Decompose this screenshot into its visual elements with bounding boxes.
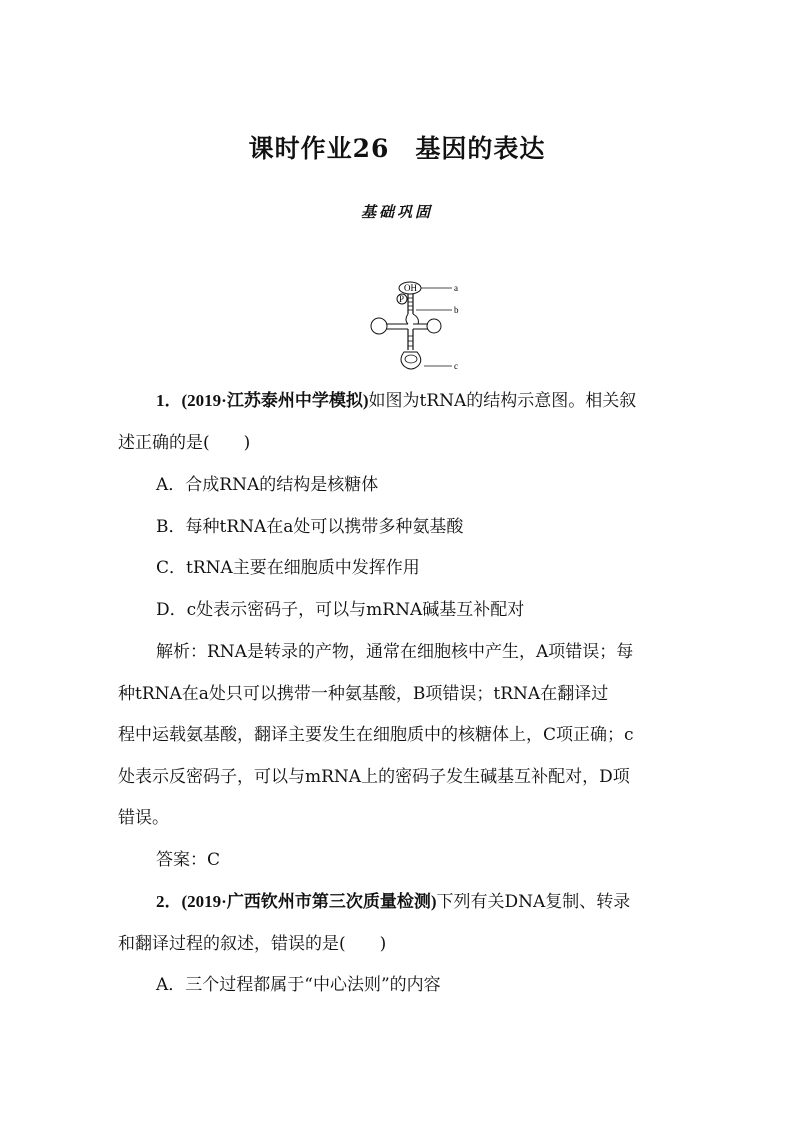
q2-stem-line2: 和翻译过程的叙述，错误的是( ): [118, 934, 387, 954]
q1-analysis-line2: 种tRNA在a处只可以携带一种氨基酸，B项错误；tRNA在翻译过: [118, 684, 609, 704]
q1-stem-text: 如图为tRNA的结构示意图。相关叙: [368, 391, 637, 411]
q2-option-a: A．三个过程都属于“中心法则”的内容: [156, 975, 441, 995]
p-label: P: [399, 294, 405, 304]
q1-analysis-line4: 处表示反密码子，可以与mRNA上的密码子发生碱基互补配对，D项: [118, 767, 630, 787]
q2-stem: [156, 890, 722, 914]
q1-analysis-line5: 错误。: [118, 808, 169, 828]
q1-analysis-line1: 解析：RNA是转录的产物，通常在细胞核中产生，A项错误；每: [156, 642, 634, 662]
q2-number: 2．: [156, 892, 182, 911]
q2-stem-text: 下列有关DNA复制、转录: [436, 892, 631, 912]
q1-stem: [156, 389, 722, 413]
label-a: a: [454, 283, 458, 293]
q1-option-c: C．tRNA主要在细胞质中发挥作用: [156, 558, 420, 578]
label-b: b: [454, 305, 459, 315]
q1-number: 1．: [156, 391, 182, 410]
trna-figure: [368, 280, 478, 379]
label-c: c: [454, 361, 458, 371]
trna-diagram: [368, 280, 478, 375]
q1-analysis-line3: 程中运载氨基酸，翻译主要发生在细胞质中的核糖体上，C项正确；c: [118, 725, 634, 745]
q1-answer: 答案：C: [156, 850, 221, 870]
q1-option-a: A．合成RNA的结构是核糖体: [156, 475, 379, 495]
section-subtitle: 基础巩固: [360, 203, 433, 221]
q1-option-d: D．c处表示密码子，可以与mRNA碱基互补配对: [156, 600, 525, 620]
q1-option-b: B．每种tRNA在a处可以携带多种氨基酸: [156, 517, 464, 537]
q1-stem-line2: 述正确的是( ): [118, 433, 251, 453]
oh-label: OH: [404, 283, 417, 293]
q1-source: (2019·江苏泰州中学模拟): [181, 391, 369, 410]
q2-source: (2019·广西钦州市第三次质量检测): [181, 892, 437, 911]
page-title: 课时作业26 基因的表达: [248, 134, 546, 163]
